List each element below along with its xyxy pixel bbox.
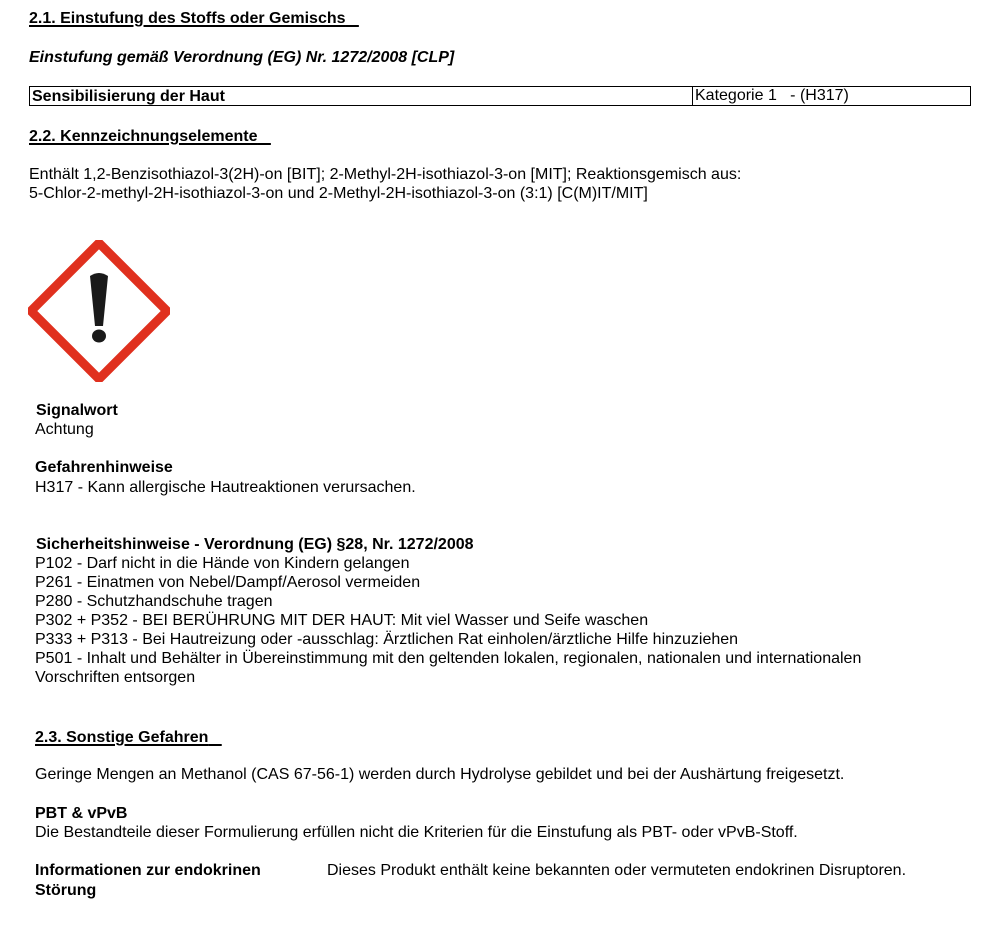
hazard-statements-label: Gefahrenhinweise (35, 459, 173, 476)
pbt-label: PBT & vPvB (35, 805, 128, 822)
precautionary-statement: P302 + P352 - BEI BERÜHRUNG MIT DER HAUT: Mit viel Wasser und Seife waschen (35, 612, 649, 629)
section-2-1-heading: 2.1. Einstufung des Stoffs oder Gemischs (29, 10, 346, 27)
endocrine-label: Informationen zur endokrinen Störung (35, 862, 261, 899)
hazard-statement-h317: H317 - Kann allergische Hautreaktionen verursachen. (35, 479, 416, 496)
section-2-2-heading: 2.2. Kennzeichnungselemente (29, 128, 258, 145)
precautionary-statement: P501 - Inhalt und Behälter in Übereinstimmung mit den geltenden lokalen, regionalen, nationalen und internationalen (35, 650, 862, 667)
precautionary-label: Sicherheitshinweise - Verordnung (EG) §28, Nr. 1272/2008 (36, 536, 474, 553)
contains-line-2: 5-Chlor-2-methyl-2H-isothiazol-3-on und 2-Methyl-2H-isothiazol-3-on (3:1) [C(M)IT/MIT] (29, 185, 648, 202)
precautionary-statement: P261 - Einatmen von Nebel/Dampf/Aerosol vermeiden (35, 574, 421, 591)
signal-word-label: Signalwort (36, 402, 118, 419)
section-2-3-heading: 2.3. Sonstige Gefahren (35, 729, 209, 746)
signal-word: Achtung (35, 421, 94, 438)
precautionary-statement: P280 - Schutzhandschuhe tragen (35, 593, 273, 610)
endocrine-text: Dieses Produkt enthält keine bekannten oder vermuteten endokrinen Disruptoren. (327, 862, 907, 879)
classification-table (29, 86, 971, 106)
clp-subheading: Einstufung gemäß Verordnung (EG) Nr. 1272/2008 [CLP] (29, 49, 455, 66)
precautionary-statement: Vorschriften entsorgen (35, 669, 196, 686)
ghs07-exclamation-mark-icon (28, 240, 170, 382)
category-cell: Kategorie 1 - (H317) (695, 87, 849, 104)
hazard-class-cell: Sensibilisierung der Haut (30, 87, 693, 105)
methanol-note: Geringe Mengen an Methanol (CAS 67-56-1) werden durch Hydrolyse gebildet und bei der Aushärtung freigesetzt. (35, 766, 845, 783)
precautionary-statement: P102 - Darf nicht in die Hände von Kindern gelangen (35, 555, 410, 572)
precautionary-statement: P333 + P313 - Bei Hautreizung oder -ausschlag: Ärztlichen Rat einholen/ärztliche Hilfe hinzuziehen (35, 631, 739, 648)
precautionary-list (35, 554, 861, 687)
contains-line-1: Enthält 1,2-Benzisothiazol-3(2H)-on [BIT]; 2-Methyl-2H-isothiazol-3-on [MIT]; Reaktionsgemisch aus: (29, 166, 742, 183)
pbt-text: Die Bestandteile dieser Formulierung erfüllen nicht die Kriterien für die Einstufung als PBT- oder vPvB-Stoff. (35, 824, 798, 841)
